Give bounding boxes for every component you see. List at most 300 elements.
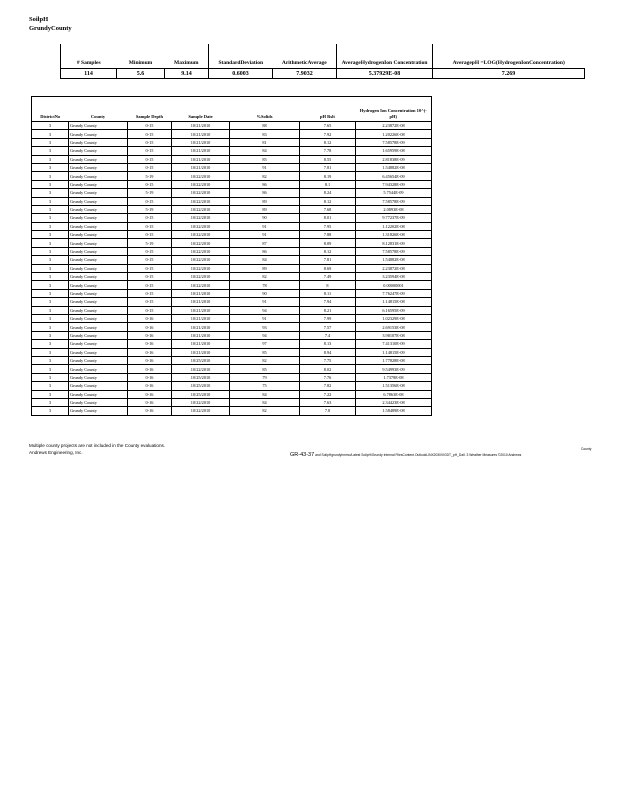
table-cell: 10/21/2010 [172,138,230,146]
table-cell: Grundy County [69,147,128,155]
table-cell: 10/22/2010 [172,239,230,247]
detail-header-row [32,97,432,122]
table-row [32,205,432,213]
table-cell: Grundy County [69,373,128,381]
table-row [32,298,432,306]
table-cell: 8.12 [300,247,356,255]
table-cell: 84 [230,390,300,398]
table-cell: 0-15 [128,256,172,264]
table-cell: 10/25/2010 [172,373,230,381]
summary-header-cell: AverageHydrogenIon Concentration [337,44,433,69]
table-cell: 85 [230,348,300,356]
table-cell: 79 [230,373,300,381]
table-cell: 81 [230,138,300,146]
table-cell: Grundy County [69,138,128,146]
table-cell: 10/21/2010 [172,163,230,171]
table-cell: 3 [32,130,69,138]
table-cell: 0-16 [128,390,172,398]
table-cell: Grundy County [69,231,128,239]
table-cell: 7.49 [300,273,356,281]
table-row [32,172,432,180]
table-cell: 8.69 [300,264,356,272]
table-cell: 88 [230,122,300,130]
table-cell: Grundy County [69,356,128,364]
table-row [32,323,432,331]
table-row [32,163,432,171]
report-title: SoilpH [29,16,49,23]
summary-value-cell: 7.269 [433,69,585,79]
table-cell: Grundy County [69,273,128,281]
summary-header-cell: StandardDeviation [209,44,273,69]
table-cell: 0-15 [128,130,172,138]
table-row [32,331,432,339]
table-cell: 3 [32,331,69,339]
table-cell: 3 [32,197,69,205]
table-cell: 3 [32,398,69,406]
table-cell: Grundy County [69,189,128,197]
table-cell: 0.00000001 [356,281,432,289]
table-cell: 3.23594E-08 [356,273,432,281]
table-cell: 0-16 [128,340,172,348]
table-cell: Grundy County [69,256,128,264]
table-row [32,239,432,247]
table-cell: 10/22/2010 [172,197,230,205]
table-cell: 6.16595E-09 [356,306,432,314]
table-cell: 1.54882E-08 [356,256,432,264]
table-cell: 0-16 [128,365,172,373]
table-cell: Grundy County [69,247,128,255]
table-cell: 1.20226E-08 [356,130,432,138]
table-cell: 0-15 [128,147,172,155]
table-cell: 8.11 [300,289,356,297]
table-row [32,281,432,289]
table-cell: 82 [230,273,300,281]
table-cell: 3 [32,356,69,364]
table-cell: 85 [230,155,300,163]
table-cell: 2.69153E-08 [356,323,432,331]
table-cell: 7.58578E-09 [356,247,432,255]
table-row [32,138,432,146]
detail-header-cell: Hydrogen Ion Concentration 10^(-pH) [356,97,432,122]
table-cell: 90 [230,214,300,222]
table-cell: 86 [230,247,300,255]
table-cell: Grundy County [69,314,128,322]
table-cell: 3 [32,222,69,230]
table-cell: 83 [230,130,300,138]
table-cell: 75 [230,382,300,390]
table-cell: 10/21/2010 [172,289,230,297]
table-cell: 9.77237E-09 [356,214,432,222]
table-row [32,130,432,138]
table-cell: 7.78 [300,147,356,155]
table-cell: 0-16 [128,356,172,364]
summary-value-cell: 5.6 [117,69,165,79]
footer-note: Multiple county projects are not included in the County evaluations. [29,443,166,448]
table-cell: Grundy County [69,323,128,331]
table-cell: 0-15 [128,273,172,281]
table-row [32,356,432,364]
table-cell: 91 [230,231,300,239]
table-cell: 0-15 [128,298,172,306]
table-cell: Grundy County [69,281,128,289]
table-cell: 86 [230,180,300,188]
table-row [32,197,432,205]
table-cell: Grundy County [69,205,128,213]
table-cell: 1.65959E-08 [356,147,432,155]
footer-code: GR-43-37 [290,452,315,458]
table-cell: 10/21/2010 [172,340,230,348]
table-cell: 7.75 [300,356,356,364]
table-row [32,222,432,230]
summary-header-row [61,44,585,69]
table-cell: 0-16 [128,348,172,356]
table-cell: 3 [32,306,69,314]
table-cell: 0-15 [128,264,172,272]
footer-right: County [581,447,592,451]
summary-header-cell: Maximum [174,60,199,66]
table-row [32,273,432,281]
summary-value-cell: 0.6003 [209,69,273,79]
table-cell: 7.94328E-09 [356,180,432,188]
table-cell: 10/25/2010 [172,356,230,364]
table-cell: 0-16 [128,323,172,331]
table-cell: 2.23872E-08 [356,264,432,272]
table-row [32,247,432,255]
table-cell: 89 [230,205,300,213]
table-row [32,147,432,155]
table-cell: 82 [230,172,300,180]
table-cell: 10/22/2010 [172,205,230,213]
detail-header-cell: Sample Date [172,97,230,122]
table-row [32,122,432,130]
table-row [32,306,432,314]
table-cell: 1.58489E-08 [356,407,432,415]
table-cell: 10/21/2010 [172,331,230,339]
table-cell: 10/21/2010 [172,306,230,314]
table-cell: 2.81838E-09 [356,155,432,163]
table-cell: 3 [32,147,69,155]
table-cell: 3 [32,163,69,171]
table-cell: 5-19 [128,189,172,197]
table-cell: 0-15 [128,122,172,130]
table-cell: 7.22 [300,390,356,398]
table-cell: 86 [230,189,300,197]
detail-body [32,122,432,416]
footer-path-text: and SoilpHgrundyhmmo/Latest SoilpH/Grundy Internal FilesContent.OutlookLINX2030VIGDT_pH_Dall. 3 Weather Measures ©2010 Andrews [315,453,522,457]
table-cell: 5-19 [128,205,172,213]
table-cell: 1.77828E-08 [356,356,432,364]
table-cell: 10/22/2010 [172,256,230,264]
table-cell: 3 [32,180,69,188]
table-cell: 91 [230,314,300,322]
table-cell: 84 [230,256,300,264]
table-cell: 0-15 [128,214,172,222]
table-cell: 10/22/2010 [172,172,230,180]
table-cell: 10/25/2010 [172,382,230,390]
table-cell: Grundy County [69,172,128,180]
table-row [32,390,432,398]
table-row [32,189,432,197]
table-cell: Grundy County [69,214,128,222]
table-cell: 7.76247E-09 [356,289,432,297]
table-cell: 87 [230,239,300,247]
table-cell: 7.58578E-09 [356,138,432,146]
table-cell: 10/22/2010 [172,222,230,230]
table-cell: Grundy County [69,331,128,339]
table-cell: 6.45654E-09 [356,172,432,180]
table-cell: 2.34423E-08 [356,398,432,406]
table-row [32,231,432,239]
table-cell: 3 [32,407,69,415]
table-cell: 3 [32,382,69,390]
table-cell: 7.82 [300,382,356,390]
table-cell: Grundy County [69,348,128,356]
table-cell: 3 [32,323,69,331]
table-cell: 6.7863E-08 [356,390,432,398]
table-cell: Grundy County [69,306,128,314]
table-row [32,382,432,390]
table-cell: 89 [230,197,300,205]
table-cell: 8.13 [300,340,356,348]
table-row [32,373,432,381]
table-cell: Grundy County [69,264,128,272]
table-row [32,214,432,222]
table-cell: 1.02329E-08 [356,314,432,322]
table-cell: 3 [32,239,69,247]
table-row [32,348,432,356]
table-cell: 3 [32,390,69,398]
table-cell: 5-19 [128,172,172,180]
table-cell: 10/21/2010 [172,147,230,155]
table-cell: 8.19 [300,172,356,180]
table-cell: 3 [32,172,69,180]
table-cell: 8 [300,281,356,289]
table-cell: 93 [230,323,300,331]
detail-header-cell: pH Rslt [300,97,356,122]
table-cell: 7.99 [300,314,356,322]
table-row [32,365,432,373]
detail-table [31,96,432,416]
table-cell: 10/21/2010 [172,122,230,130]
table-cell: 10/21/2010 [172,298,230,306]
table-cell: Grundy County [69,340,128,348]
table-cell: 1.54882E-08 [356,163,432,171]
table-cell: 3 [32,289,69,297]
table-cell: Grundy County [69,407,128,415]
table-cell: 91 [230,298,300,306]
table-cell: 91 [230,163,300,171]
table-cell: 7.8 [300,407,356,415]
table-cell: 8.01 [300,214,356,222]
table-cell: 0-15 [128,155,172,163]
table-row [32,398,432,406]
table-cell: 7.65 [300,122,356,130]
table-row [32,180,432,188]
table-cell: 7.95 [300,222,356,230]
table-cell: 3 [32,247,69,255]
table-row [32,155,432,163]
table-cell: Grundy County [69,155,128,163]
table-cell: 8.09 [300,239,356,247]
table-cell: 0-16 [128,314,172,322]
table-cell: 0-16 [128,382,172,390]
summary-value-cell: 9.14 [165,69,209,79]
table-cell: 3 [32,348,69,356]
table-cell: 0-16 [128,398,172,406]
table-row [32,289,432,297]
table-cell: 9.54993E-09 [356,365,432,373]
table-cell: 0-15 [128,247,172,255]
table-cell: 10/22/2010 [172,247,230,255]
table-cell: Grundy County [69,197,128,205]
table-cell: Grundy County [69,130,128,138]
table-cell: 0-15 [128,197,172,205]
summary-values-row [61,69,585,79]
table-cell: 84 [230,147,300,155]
detail-header-cell: County [69,97,128,122]
table-cell: 10/22/2010 [172,407,230,415]
table-cell: 1.14815E-08 [356,298,432,306]
summary-table [60,44,585,79]
table-cell: 1.14815E-09 [356,348,432,356]
table-cell: Grundy County [69,239,128,247]
table-cell: 7.88 [300,231,356,239]
table-row [32,407,432,415]
table-cell: 3 [32,340,69,348]
table-cell: 7.94 [300,298,356,306]
table-cell: 0-16 [128,373,172,381]
table-cell: 8.1 [300,180,356,188]
table-cell: 91 [230,222,300,230]
table-cell: Grundy County [69,382,128,390]
summary-header-cell: ArithmeticAverage [281,60,327,66]
table-cell: 10/21/2010 [172,323,230,331]
table-cell: Grundy County [69,222,128,230]
table-cell: 3 [32,155,69,163]
table-cell: Grundy County [69,390,128,398]
table-cell: 8.12 [300,138,356,146]
table-cell: 0-15 [128,231,172,239]
table-cell: 7.68 [300,205,356,213]
table-cell: 10/21/2010 [172,348,230,356]
table-cell: 82 [230,356,300,364]
table-row [32,256,432,264]
table-cell: 0-15 [128,306,172,314]
table-cell: 8.24 [300,189,356,197]
table-cell: 10/21/2010 [172,314,230,322]
table-cell: 10/22/2010 [172,281,230,289]
table-cell: 1.31826E-08 [356,231,432,239]
table-cell: 78 [230,281,300,289]
summary-header-cell: AveragepH =LOG(HydrogenIonConcentration) [433,44,585,69]
table-cell: 3 [32,314,69,322]
table-row [32,314,432,322]
table-cell: 10/21/2010 [172,155,230,163]
table-cell: 3 [32,264,69,272]
table-cell: 3 [32,256,69,264]
table-cell: 3 [32,273,69,281]
table-cell: 10/22/2010 [172,231,230,239]
table-cell: 8.21 [300,306,356,314]
table-cell: 10/22/2010 [172,273,230,281]
table-cell: 84 [230,398,300,406]
table-cell: 2.0893E-08 [356,205,432,213]
table-cell: 94 [230,331,300,339]
table-cell: 8.12831E-09 [356,239,432,247]
table-cell: 7.57 [300,323,356,331]
table-cell: 0-16 [128,331,172,339]
table-cell: 7.63 [300,398,356,406]
detail-header-cell: Sample Depth [128,97,172,122]
table-row [32,340,432,348]
table-cell: 10/22/2010 [172,189,230,197]
table-cell: 0-15 [128,138,172,146]
summary-value-cell: 7.9032 [273,69,337,79]
table-cell: 3 [32,298,69,306]
table-cell: 8.12 [300,197,356,205]
table-cell: 8.02 [300,365,356,373]
table-cell: 8.55 [300,155,356,163]
table-cell: 5.7544E-09 [356,189,432,197]
table-cell: 89 [230,264,300,272]
table-cell: 85 [230,365,300,373]
table-cell: Grundy County [69,289,128,297]
table-cell: 94 [230,306,300,314]
summary-value-cell: 114 [61,69,117,79]
table-cell: 0-15 [128,222,172,230]
table-cell: 7.58578E-09 [356,197,432,205]
table-cell: 3 [32,189,69,197]
table-cell: 0-15 [128,281,172,289]
table-cell: Grundy County [69,180,128,188]
footer-path [290,452,521,458]
table-cell: 10/22/2010 [172,214,230,222]
table-cell: 10/22/2010 [172,365,230,373]
table-cell: 7.4 [300,331,356,339]
table-cell: 1.7378E-08 [356,373,432,381]
report-subtitle: GrundyCounty [29,25,72,32]
detail-header-cell: DistrictNo [32,97,69,122]
table-row [32,264,432,272]
summary-header-cell: Minimum [128,60,153,66]
table-cell: 10/21/2010 [172,130,230,138]
detail-header-cell: %Solids [230,97,300,122]
table-cell: 3 [32,138,69,146]
table-cell: 2.23872E-08 [356,122,432,130]
table-cell: 10/25/2010 [172,390,230,398]
table-cell: 7.81 [300,256,356,264]
summary-header-cell: # Samples [61,44,117,69]
table-cell: 0-16 [128,407,172,415]
summary-value-cell: 5.37929E-08 [337,69,433,79]
table-cell: 10/22/2010 [172,398,230,406]
table-cell: 3 [32,205,69,213]
table-cell: Grundy County [69,122,128,130]
table-cell: 8.94 [300,348,356,356]
table-cell: 10/22/2010 [172,180,230,188]
table-cell: 3 [32,281,69,289]
table-cell: 0-15 [128,163,172,171]
table-cell: Grundy County [69,365,128,373]
table-cell: 3 [32,231,69,239]
table-cell: 7.92 [300,130,356,138]
table-cell: 7.41310E-09 [356,340,432,348]
table-cell: 1.51356E-08 [356,382,432,390]
table-cell: 3 [32,122,69,130]
table-cell: 3 [32,214,69,222]
table-cell: 3 [32,373,69,381]
table-cell: Grundy County [69,298,128,306]
